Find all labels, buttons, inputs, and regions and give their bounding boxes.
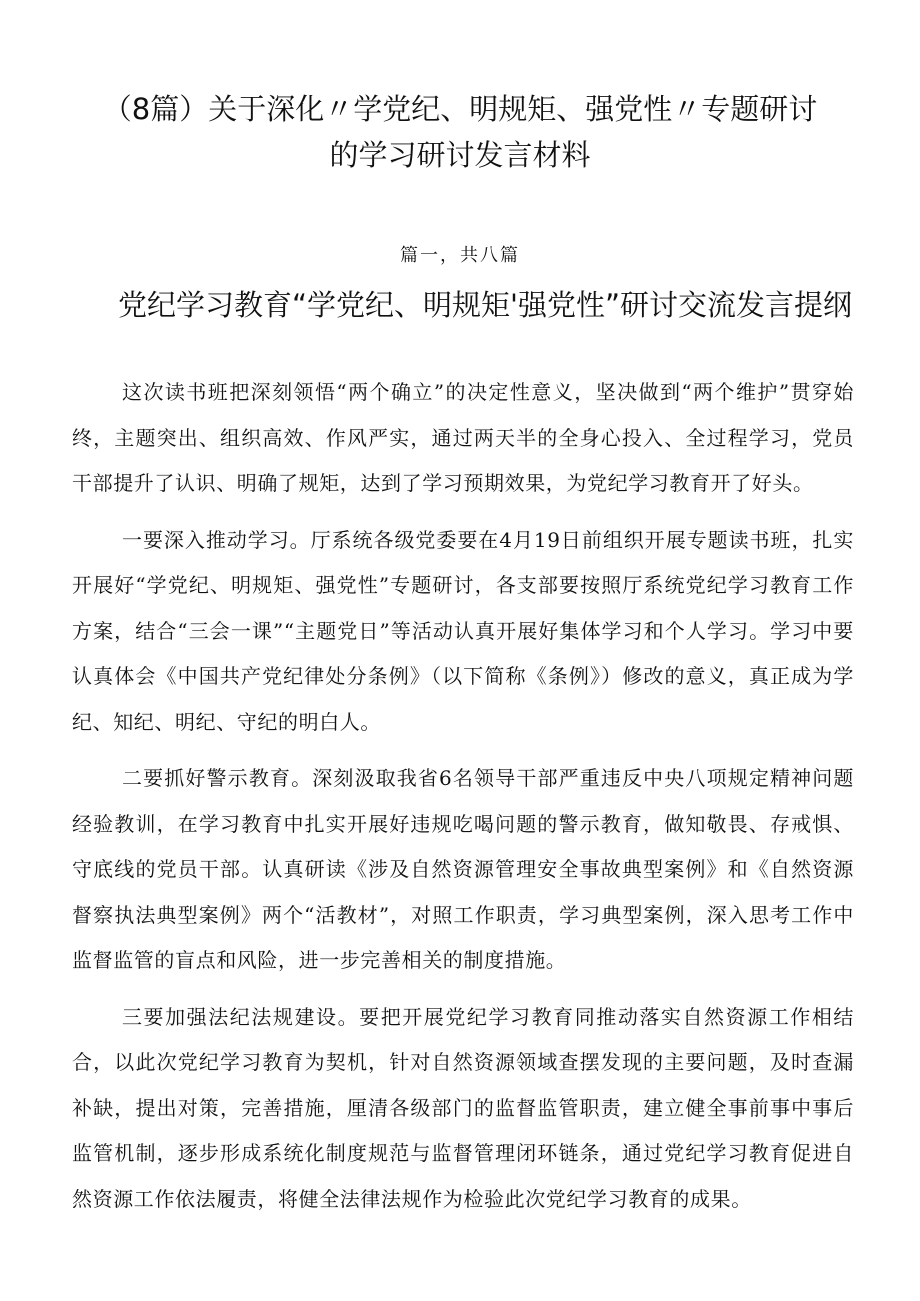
- paragraph: 一要深入推动学习。厅系统各级党委要在4月19日前组织开展专题读书班，扎实开展好“学党纪、明规矩、强党性”专题研讨，各支部要按照厅系统党纪学习教育工作方案，结合“三会一课”“主题党日”等活动认真开展好集体学习和个人学习。学习中要认真体会《中国共产党纪律处分条例》（以下简称《条例》）修改的意义，真正成为学纪、知纪、明纪、守纪的明白人。: [72, 527, 854, 734]
- document-body: [72, 370, 854, 1222]
- section-title: 党纪学习教育“学党纪、明规矩'强党性”研讨交流发言提纲: [117, 288, 853, 322]
- document-title: （8篇）关于深化〃学党纪、明规矩、强党性〃专题研讨的学习研讨发言材料: [102, 92, 818, 172]
- paragraph: 二要抓好警示教育。深刻汲取我省6名领导干部严重违反中央八项规定精神问题经验教训，在学习教育中扎实开展好违规吃喝问题的警示教育，做知敬畏、存戒惧、守底线的党员干部。认真研读《涉及自然资源管理安全事故典型案例》和《自然资源督察执法典型案例》两个“活教材”，对照工作职责，学习典型案例，深入思考工作中监督监管的盲点和风险，进一步完善相关的制度措施。: [72, 766, 854, 972]
- paragraph: 这次读书班把深刻领悟“两个确立”的决定性意义，坚决做到“两个维护”贯穿始终，主题突出、组织高效、作风严实，通过两天半的全身心投入、全过程学习，党员干部提升了认识、明确了规矩，达到了学习预期效果，为党纪学习教育开了好头。: [72, 380, 854, 495]
- section-meta: 篇一，共八篇: [400, 245, 520, 266]
- paragraph: 三要加强法纪法规建设。要把开展党纪学习教育同推动落实自然资源工作相结合，以此次党纪学习教育为契机，针对自然资源领域查摆发现的主要问题，及时查漏补缺，提出对策，完善措施，厘清各级部门的监督监管职责，建立健全事前事中事后监管机制，逐步形成系统化制度规范与监督管理闭环链条，通过党纪学习教育促进自然资源工作依法履责，将健全法律法规作为检验此次党纪学习教育的成果。: [72, 1004, 854, 1211]
